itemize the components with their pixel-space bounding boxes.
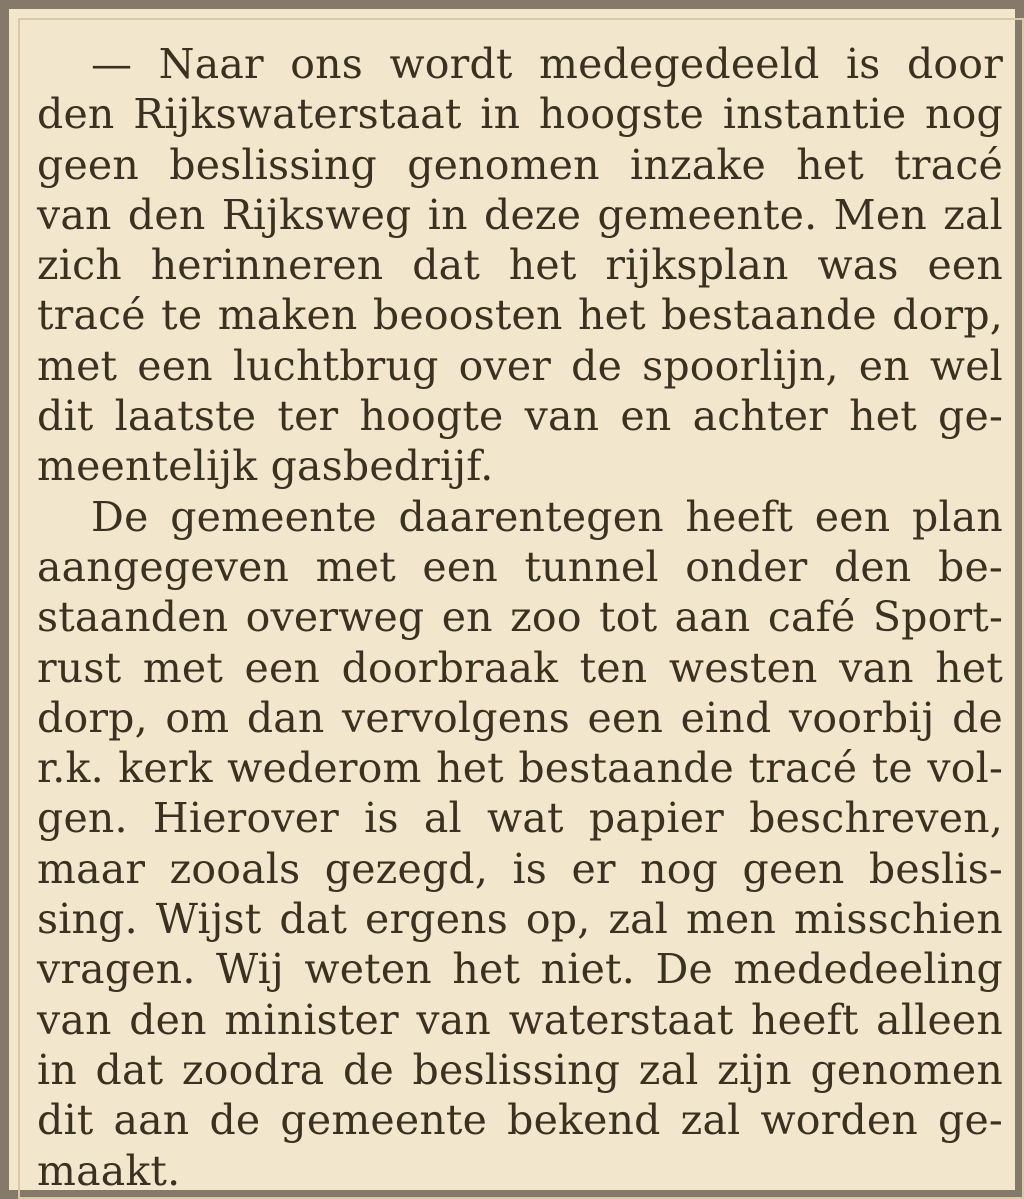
- paragraph-1: [37, 39, 1003, 492]
- text-line: geen beslissing genomen inzake het tracé: [37, 140, 1003, 189]
- text-line: sing. Wijst dat ergens op, zal men misschien: [37, 895, 1003, 944]
- text-line: van den minister van waterstaat heeft alleen: [37, 995, 1003, 1044]
- text-line: dit laatste ter hoogte van en achter het ge-: [37, 392, 1003, 441]
- text-line: met een luchtbrug over de spoorlijn, en wel: [37, 341, 1003, 390]
- text-line: maakt.: [37, 1146, 181, 1195]
- text-line: tracé te maken beoosten het bestaande dorp,: [37, 291, 1003, 340]
- text-line: maar zooals gezegd, is er nog geen beslis-: [37, 844, 1003, 893]
- text-line: dit aan de gemeente bekend zal worden ge-: [37, 1096, 1003, 1145]
- text-line: rust met een doorbraak ten westen van het: [37, 643, 1003, 692]
- text-line: meentelijk gasbedrijf.: [37, 442, 494, 491]
- text-line: staanden overweg en zoo tot aan café Sport-: [37, 593, 1003, 642]
- text-line: De gemeente daarentegen heeft een plan: [91, 492, 1003, 541]
- text-line: den Rijkswaterstaat in hoogste instantie nog: [37, 90, 1003, 139]
- text-line: aangegeven met een tunnel onder den be-: [37, 542, 1003, 591]
- text-line: gen. Hierover is al wat papier beschreven,: [37, 794, 1003, 843]
- text-line: van den Rijksweg in deze gemeente. Men zal: [37, 190, 1003, 239]
- text-line: vragen. Wij weten het niet. De mededeeling: [37, 945, 1003, 994]
- text-line: r.k. kerk wederom het bestaande tracé te vol-: [37, 744, 1003, 793]
- text-line: in dat zoodra de beslissing zal zijn genomen: [37, 1045, 1003, 1094]
- text-line: dorp, om dan vervolgens een eind voorbij de: [37, 693, 1003, 742]
- text-line: — Naar ons wordt medegedeeld is door: [91, 40, 1003, 88]
- newspaper-article: [37, 39, 1003, 1196]
- text-line: zich herinneren dat het rijksplan was een: [37, 241, 1003, 290]
- paragraph-2: [37, 492, 1003, 1196]
